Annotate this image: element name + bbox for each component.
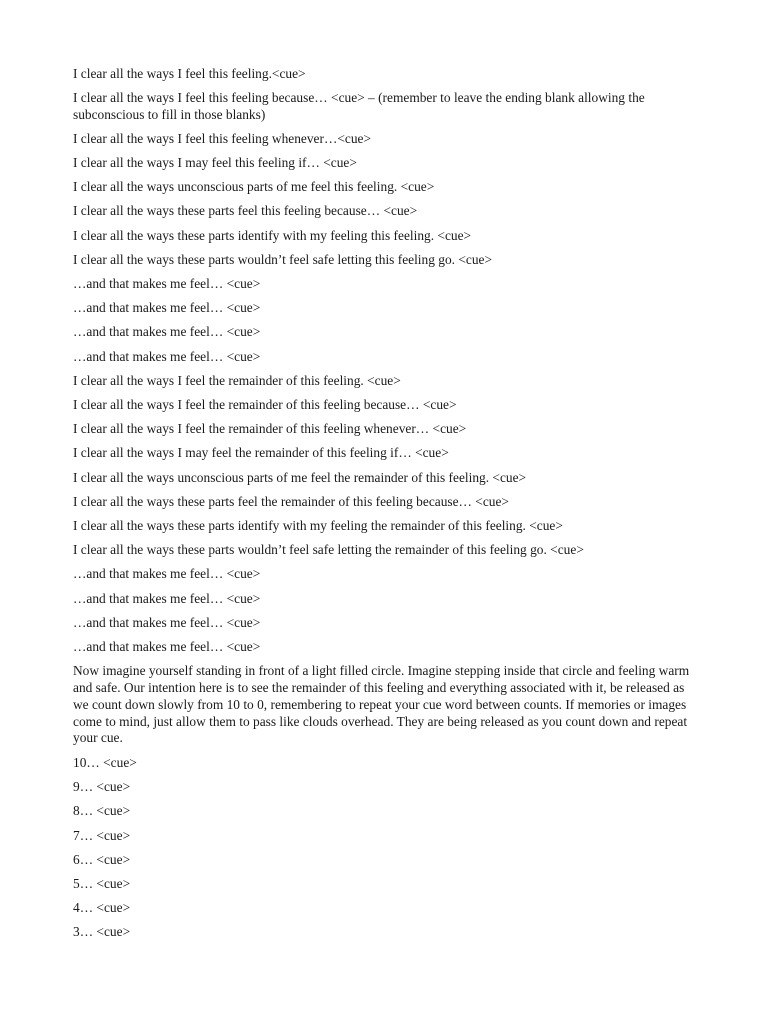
text-line: I clear all the ways I may feel the remainder of this feeling if… <cue> xyxy=(73,445,449,461)
countdown-line: 7… <cue> xyxy=(73,827,131,843)
text-line: I clear all the ways I feel this feeling because… <cue> – (remember to leave the ending blank allowing the subconscious to fill in those blanks) xyxy=(73,90,649,122)
instruction-paragraph: Now imagine yourself standing in front of a light filled circle. Imagine stepping inside that circle and feeling warm and safe. Our intention here is to see the remainder of this feeling and everything associated with it, be released as we count down slowly from 10 to 0, remembering to repeat your cue word between counts. If memories or images come to mind, just allow them to pass like clouds overhead. They are being released as you count down and repeat your cue. xyxy=(73,663,690,746)
text-line: I clear all the ways unconscious parts of me feel the remainder of this feeling. <cue> xyxy=(73,469,527,485)
text-line: …and that makes me feel… <cue> xyxy=(73,566,261,582)
text-line: I clear all the ways these parts feel the remainder of this feeling because… <cue> xyxy=(73,493,509,509)
text-line: I clear all the ways I feel the remainder of this feeling because… <cue> xyxy=(73,397,457,413)
text-line: I clear all the ways unconscious parts of me feel this feeling. <cue> xyxy=(73,179,435,195)
text-line: I clear all the ways these parts feel this feeling because… <cue> xyxy=(73,203,418,219)
countdown-line: 3… <cue> xyxy=(73,924,131,940)
text-line: …and that makes me feel… <cue> xyxy=(73,300,261,316)
text-line: I clear all the ways I feel this feeling.<cue> xyxy=(73,66,306,81)
text-line: I clear all the ways these parts identify with my feeling this feeling. <cue> xyxy=(73,227,472,243)
countdown-line: 6… <cue> xyxy=(73,851,131,867)
text-line: I clear all the ways I feel the remainder of this feeling. <cue> xyxy=(73,372,401,388)
text-line: …and that makes me feel… <cue> xyxy=(73,276,261,292)
text-line: I clear all the ways these parts wouldn’t feel safe letting this feeling go. <cue> xyxy=(73,251,493,267)
text-line: …and that makes me feel… <cue> xyxy=(73,639,261,655)
countdown-line: 10… <cue> xyxy=(73,755,137,771)
text-line: …and that makes me feel… <cue> xyxy=(73,348,261,364)
text-line: …and that makes me feel… <cue> xyxy=(73,324,261,340)
countdown-line: 8… <cue> xyxy=(73,803,131,819)
text-line: I clear all the ways I may feel this feeling if… <cue> xyxy=(73,155,357,171)
text-line: …and that makes me feel… <cue> xyxy=(73,590,261,606)
text-line: I clear all the ways I feel this feeling whenever…<cue> xyxy=(73,130,372,146)
countdown-line: 5… <cue> xyxy=(73,876,131,892)
text-line: I clear all the ways these parts wouldn’t feel safe letting the remainder of this feeling go. <cue> xyxy=(73,542,584,558)
text-line: …and that makes me feel… <cue> xyxy=(73,614,261,630)
text-line: I clear all the ways I feel the remainder of this feeling whenever… <cue> xyxy=(73,421,467,437)
countdown-line: 9… <cue> xyxy=(73,779,131,795)
document-body xyxy=(73,66,698,949)
countdown-line: 4… <cue> xyxy=(73,900,131,916)
text-line: I clear all the ways these parts identify with my feeling the remainder of this feeling. <cue> xyxy=(73,518,563,534)
